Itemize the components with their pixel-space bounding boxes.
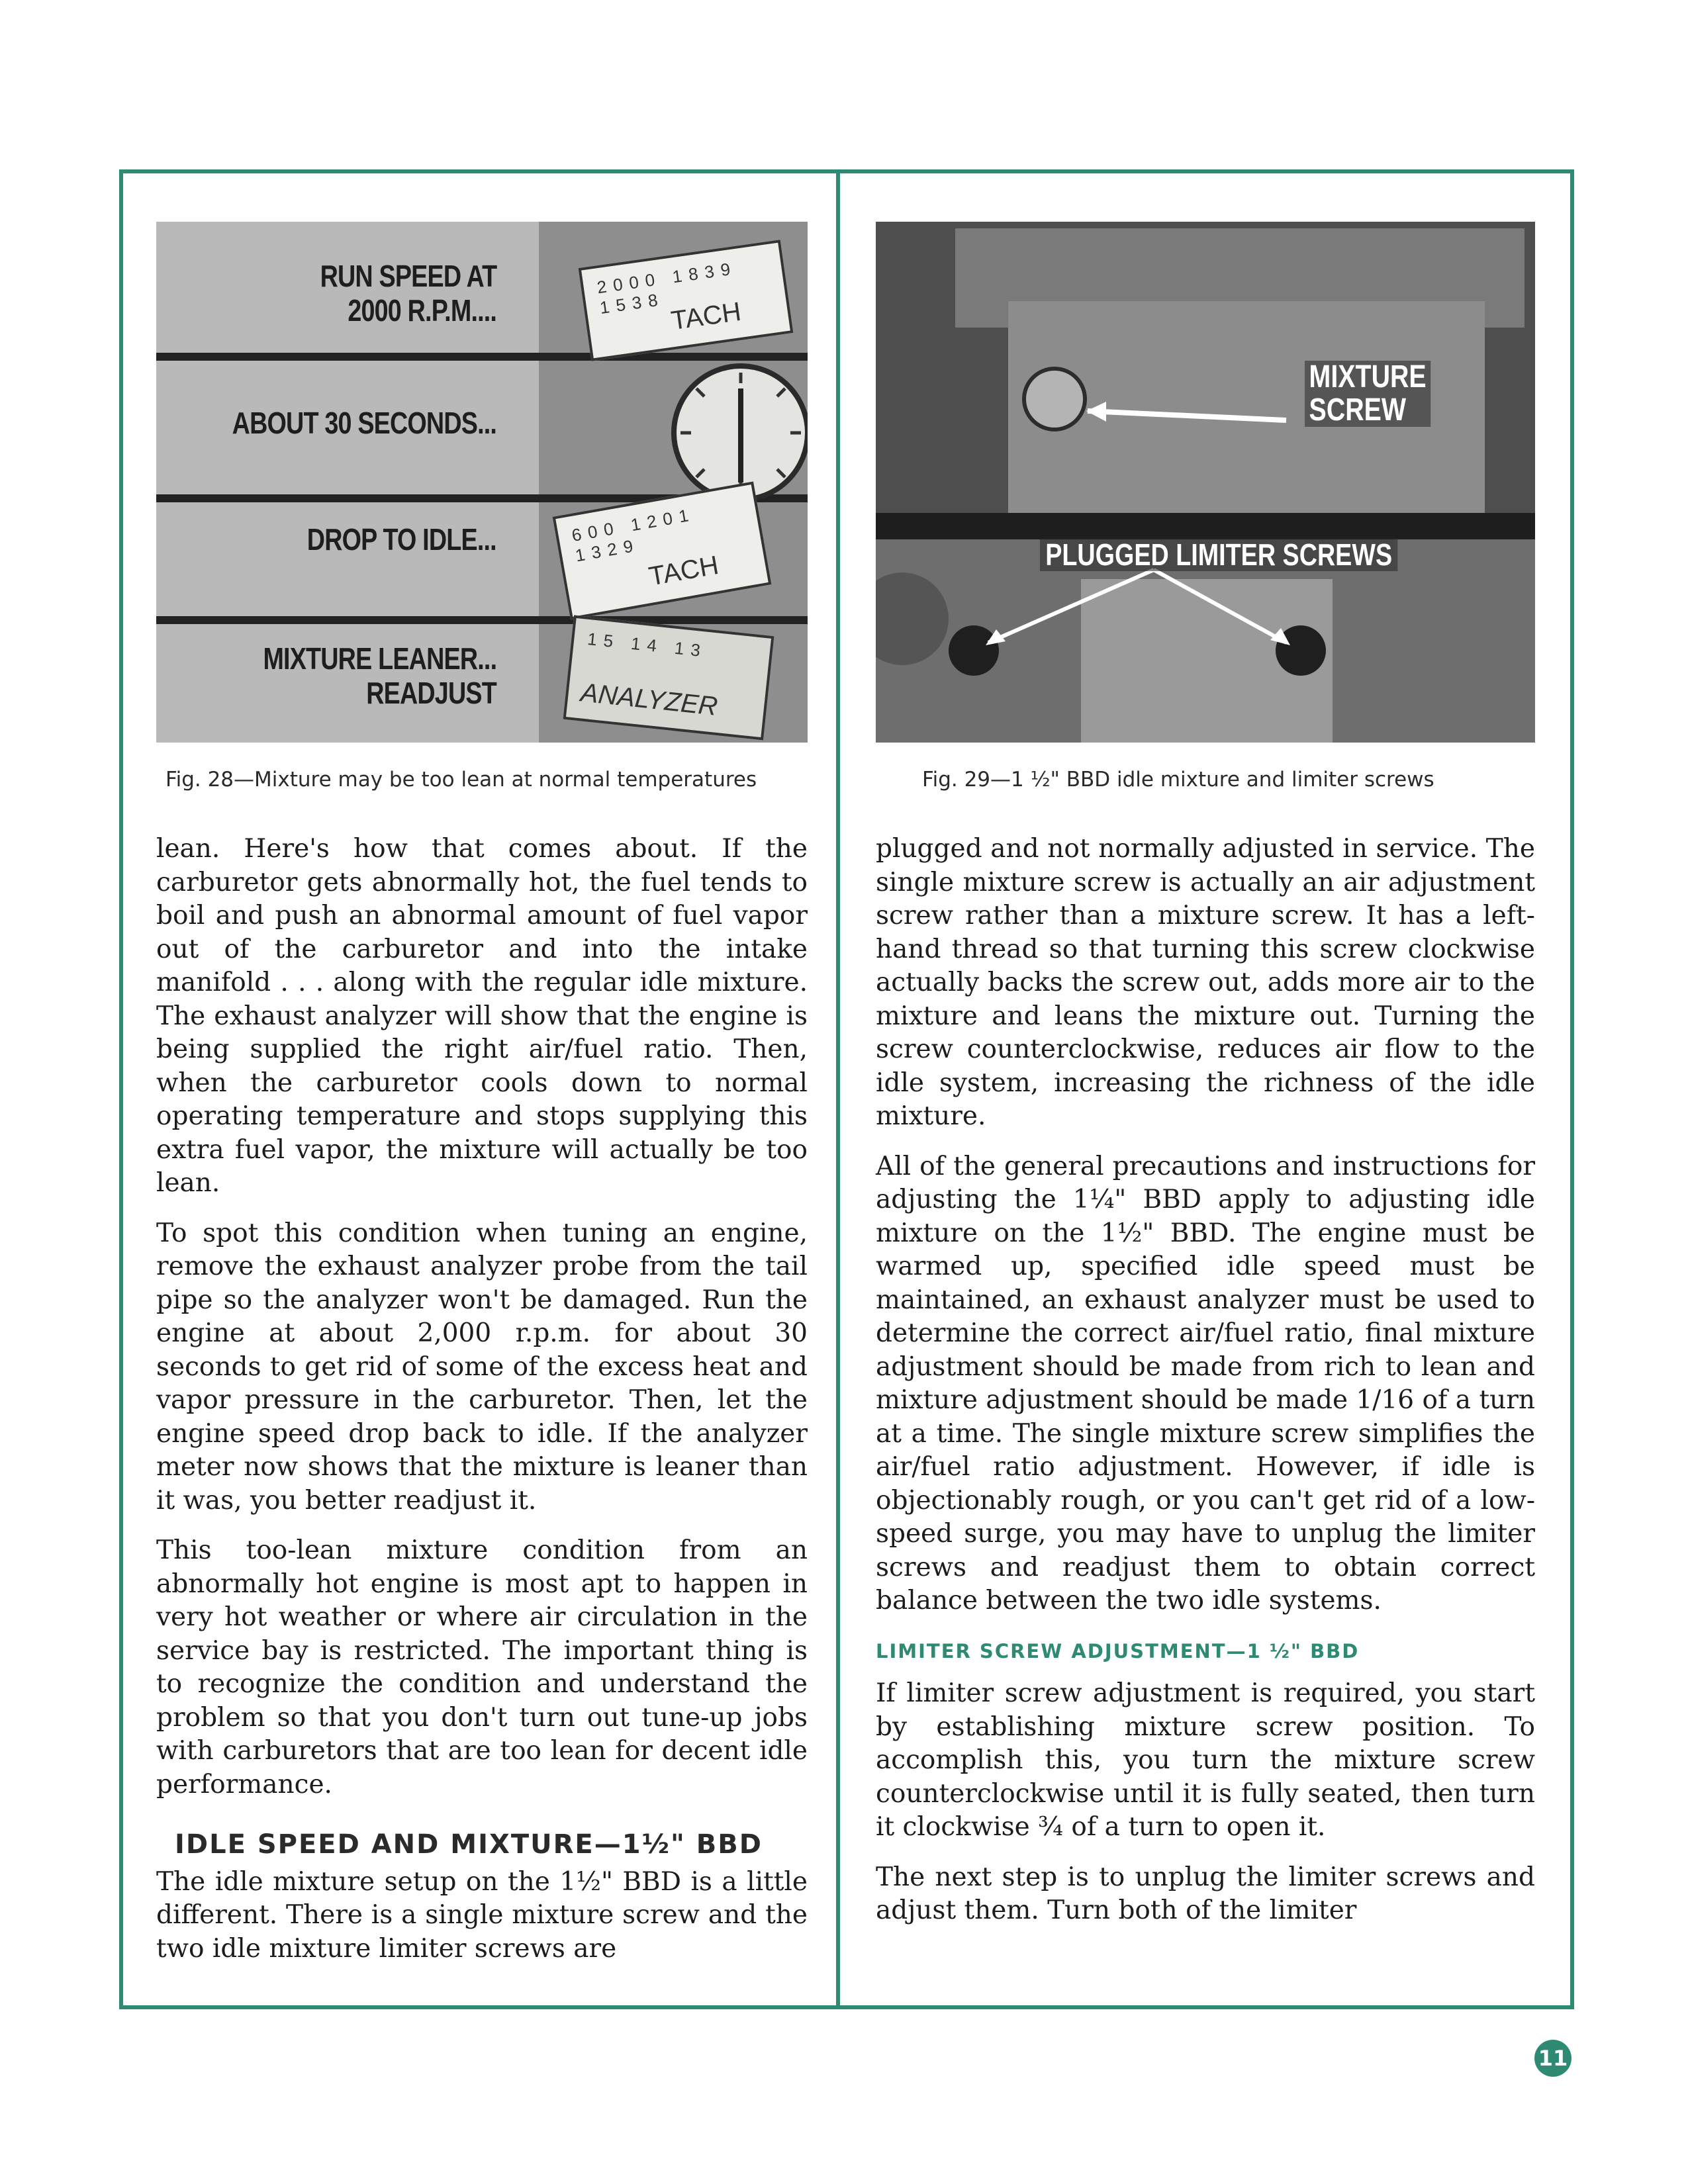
carburetor-photo bbox=[876, 222, 1535, 743]
step-drop-to-idle: DROP TO IDLE... bbox=[306, 522, 496, 557]
step-rpm: 2000 R.P.M.... bbox=[348, 293, 496, 328]
right-column-text bbox=[876, 833, 1535, 1944]
tach-idle-numbers: 600 1201 1329 bbox=[570, 504, 697, 566]
step-mixture-leaner: MIXTURE LEANER... bbox=[263, 641, 496, 676]
left-paragraph-4: The idle mixture setup on the 1½" BBD is a little different. There is a single mixture screw and the two idle mixture limiter screws are bbox=[156, 1866, 808, 1964]
tach-idle-label: TACH bbox=[646, 550, 721, 592]
figure-29-caption: Fig. 29—1 ½" BBD idle mixture and limiter screws bbox=[922, 768, 1434, 792]
figure-28-caption: Fig. 28—Mixture may be too lean at normal temperatures bbox=[165, 768, 757, 792]
analyzer-label: ANALYZER bbox=[579, 678, 720, 721]
left-paragraph-3: This too-lean mixture condition from an abnormally hot engine is most apt to happen in very hot weather or where air circulation in the service bay is restricted. The important thing is to recognize the condition and understand the problem so that you don't turn out tune-up jobs with carburetors that are too lean for decent idle performance. bbox=[156, 1535, 808, 1799]
callout-mixture-line1: MIXTURE bbox=[1309, 359, 1427, 394]
right-paragraph-3: If limiter screw adjustment is required, you start by establishing mixture screw position. To accomplish this, you turn the mixture screw counterclockwise until it is fully seated, then turn it clockwise ¾ of a turn to open it. bbox=[876, 1678, 1535, 1842]
step-readjust: READJUST bbox=[366, 676, 496, 710]
section-heading-idle-speed: IDLE SPEED AND MIXTURE—1½" BBD bbox=[175, 1829, 763, 1860]
figure-29 bbox=[876, 222, 1535, 743]
figure-28-divider-3 bbox=[156, 616, 808, 624]
analyzer-gauge bbox=[563, 615, 774, 741]
section-heading-limiter-screw: LIMITER SCREW ADJUSTMENT—1 ½" BBD bbox=[876, 1639, 1360, 1662]
figure-28 bbox=[156, 222, 808, 743]
callout-mixture-screw bbox=[1305, 361, 1430, 427]
tach-high-label: TACH bbox=[669, 296, 743, 336]
analyzer-numbers: 15 14 13 bbox=[586, 628, 708, 661]
right-paragraph-4: The next step is to unplug the limiter screws and adjust them. Turn both of the limiter bbox=[876, 1862, 1535, 1925]
page-number: 11 bbox=[1534, 2040, 1571, 2077]
right-paragraph-1: plugged and not normally adjusted in service. The single mixture screw is actually an air adjustment screw rather than a mixture screw. It has a left-hand thread so that turning this screw clockwise actually backs the screw out, adds more air to the mixture and leans the mixture out. Turning the screw counterclockwise, reduces air flow to the idle system, increasing the richness of the idle mixture. bbox=[876, 834, 1535, 1131]
callout-plugged-limiter-screws: PLUGGED LIMITER SCREWS bbox=[1040, 538, 1397, 571]
figure-28-divider-1 bbox=[156, 353, 808, 361]
right-paragraph-2: All of the general precautions and instructions for adjusting the 1¼" BBD apply to adjusting idle mixture on the 1½" BBD. The engine must be warmed up, specified idle speed must be maintained, an exhaust analyzer must be used to determine the correct air/fuel ratio, final mixture adjustment should be made from rich to lean and mixture adjustment should be made 1/16 of a turn at a time. The single mixture screw simplifies the air/fuel ratio adjustment. However, if idle is objectionably rough, or you can't get rid of a low-speed surge, you may have to unplug the limiter screws and readjust them to obtain correct balance between the two idle systems. bbox=[876, 1151, 1535, 1615]
left-column-text bbox=[156, 833, 808, 1982]
left-paragraph-2: To spot this condition when tuning an engine, remove the exhaust analyzer probe from the tail pipe so the analyzer won't be damaged. Run the engine at about 2,000 r.p.m. for about 30 seconds to get rid of some of the excess heat and vapor pressure in the carburetor. Then, let the engine speed drop back to idle. If the analyzer meter now shows that the mixture is leaner than it was, you better readjust it. bbox=[156, 1218, 808, 1516]
step-30-seconds: ABOUT 30 SECONDS... bbox=[232, 406, 496, 440]
callout-mixture-line2: SCREW bbox=[1309, 392, 1407, 428]
clock-icon bbox=[671, 363, 808, 502]
step-run-speed: RUN SPEED AT bbox=[320, 259, 496, 293]
left-paragraph-1: lean. Here's how that comes about. If the carburetor gets abnormally hot, the fuel tends to boil and push an abnormal amount of fuel vapor out of the carburetor and into the intake manifold . . . along with the regular idle mixture. The exhaust analyzer will show that the engine is being supplied the right air/fuel ratio. Then, when the carburetor cools down to normal operating temperature and stops supplying this extra fuel vapor, the mixture will actually be too lean. bbox=[156, 834, 808, 1198]
column-divider bbox=[836, 169, 840, 2009]
tach-high-numbers: 2000 1839 1538 bbox=[595, 257, 738, 318]
